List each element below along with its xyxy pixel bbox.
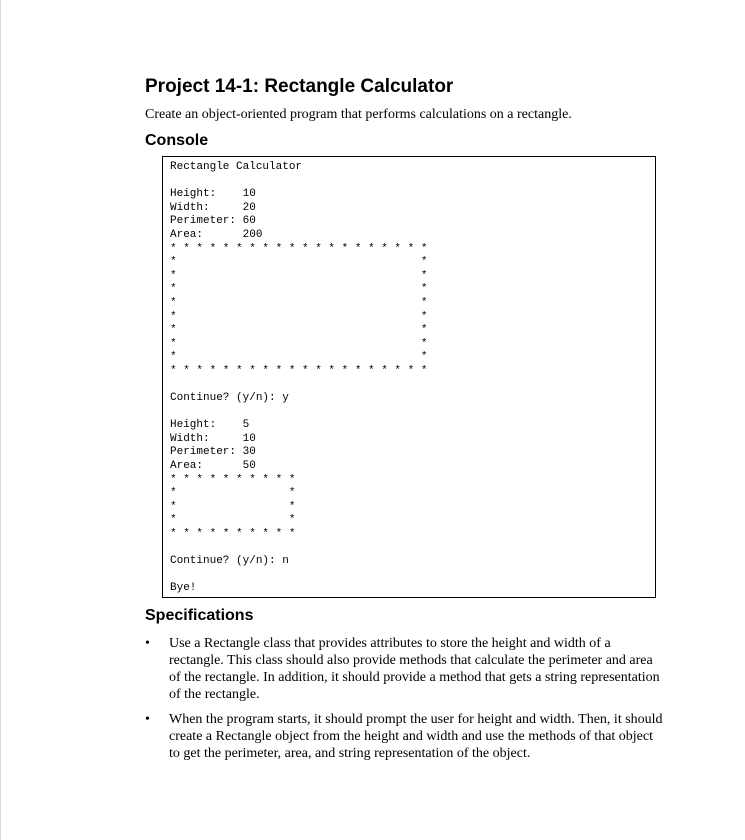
console-line: Bye! bbox=[170, 582, 197, 595]
console-line: Height: 5 bbox=[170, 419, 250, 432]
console-line: * * * * * * * * * * * * * * * * * * * * bbox=[170, 242, 428, 255]
console-line: Perimeter: 60 bbox=[170, 215, 256, 228]
console-line: Continue? (y/n): n bbox=[170, 555, 289, 568]
specification-item bbox=[145, 635, 665, 703]
console-line: Rectangle Calculator bbox=[170, 161, 303, 173]
console-line: * * bbox=[170, 283, 428, 296]
console-line: * * bbox=[170, 487, 296, 500]
console-line: * * * * * * * * * * * * * * * * * * * * bbox=[170, 364, 428, 377]
console-line: Area: 50 bbox=[170, 460, 256, 473]
console-line: * * bbox=[170, 337, 428, 350]
specification-text: Use a Rectangle class that provides attributes to store the height and width of a rectangle. This class should also provide methods that calculate the perimeter and area of the rectangle. In addition, it should provide a method that gets a string representation of the rectangle. bbox=[169, 636, 660, 702]
specifications-heading: Specifications bbox=[145, 607, 254, 624]
console-line: Height: 10 bbox=[170, 188, 256, 201]
console-line: * * bbox=[170, 310, 428, 323]
console-line bbox=[170, 569, 655, 583]
console-line bbox=[170, 379, 655, 393]
specification-text: When the program starts, it should prompt the user for height and width. Then, it should create a Rectangle object from the height and width and use the methods of that object to get the perimeter, area, and string representation of the object. bbox=[169, 712, 663, 761]
console-line: Width: 10 bbox=[170, 432, 256, 445]
console-line: * * * * * * * * * * bbox=[170, 473, 296, 486]
bullet-icon: • bbox=[145, 636, 150, 651]
console-heading: Console bbox=[145, 132, 209, 149]
console-line: * * bbox=[170, 296, 428, 309]
console-line: * * bbox=[170, 256, 428, 269]
console-line: Perimeter: 30 bbox=[170, 446, 256, 459]
console-line: * * bbox=[170, 500, 296, 513]
console-line: Area: 200 bbox=[170, 228, 263, 241]
console-line: * * bbox=[170, 269, 428, 282]
document-page bbox=[145, 74, 665, 770]
specifications-list bbox=[145, 635, 665, 762]
console-line: * * bbox=[170, 324, 428, 337]
console-line bbox=[170, 406, 655, 420]
bullet-icon: • bbox=[145, 712, 150, 727]
console-line bbox=[170, 542, 655, 556]
console-line: Width: 20 bbox=[170, 201, 256, 214]
console-line: Continue? (y/n): y bbox=[170, 392, 289, 405]
intro-paragraph: Create an object-oriented program that performs calculations on a rectangle. bbox=[145, 107, 572, 122]
console-output-box bbox=[162, 156, 656, 598]
console-line: * * * * * * * * * * bbox=[170, 528, 296, 541]
specification-item bbox=[145, 711, 665, 762]
console-line: * * bbox=[170, 351, 428, 364]
console-line: * * bbox=[170, 514, 296, 527]
console-line bbox=[170, 175, 655, 189]
page-edge-rule bbox=[0, 0, 1, 840]
page-title: Project 14-1: Rectangle Calculator bbox=[145, 76, 454, 97]
